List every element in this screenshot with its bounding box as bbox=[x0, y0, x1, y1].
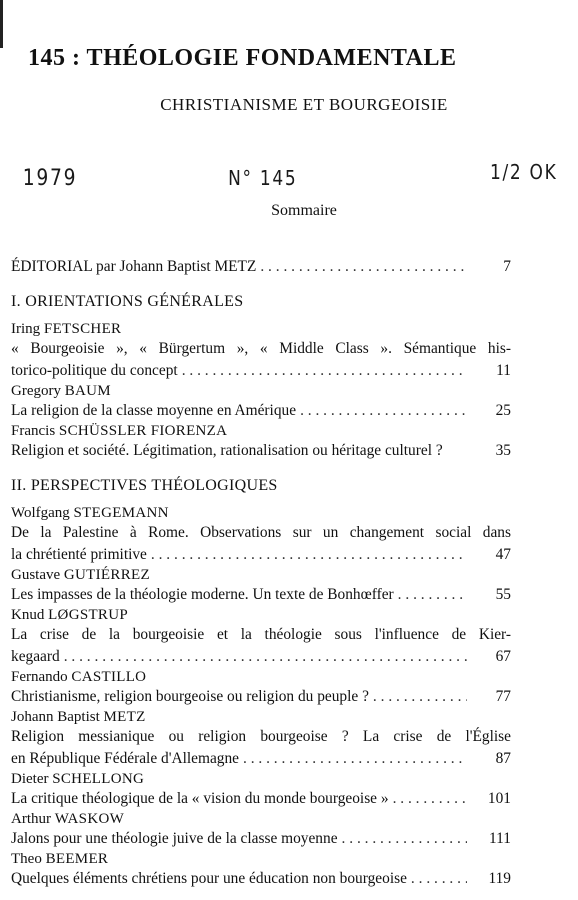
toc-title-line[interactable]: Les impasses de la théologie moderne. Un texte de Bonhœffer . . . 55 bbox=[11, 584, 511, 606]
leader-dots bbox=[151, 544, 467, 566]
page-number: 35 bbox=[495, 442, 511, 459]
issue-subtitle: CHRISTIANISME ET BOURGEOISIE bbox=[160, 95, 448, 114]
table-of-contents bbox=[11, 256, 511, 890]
page-number: 101 bbox=[487, 790, 511, 807]
toc-title-line[interactable]: Religion messianique ou religion bourgeoise ? La crise de l'Église bbox=[11, 728, 511, 745]
leader-dots bbox=[300, 400, 467, 422]
toc-author: Dieter SCHELLONG bbox=[11, 771, 145, 787]
toc-author: Fernando CASTILLO bbox=[11, 669, 147, 685]
page-number: 25 bbox=[495, 402, 511, 419]
section-heading: I. ORIENTATIONS GÉNÉRALES bbox=[11, 293, 244, 310]
toc-title-line[interactable]: la chrétienté primitive . . . 47 bbox=[11, 544, 511, 566]
toc-author: Iring FETSCHER bbox=[11, 321, 122, 337]
toc-author: Johann Baptist METZ bbox=[11, 709, 146, 725]
toc-title-line[interactable]: La crise de la bourgeoisie et la théologie sous l'influence de Kier- bbox=[11, 626, 511, 643]
toc-title-line[interactable]: Quelques éléments chrétiens pour une éducation non bourgeoise . . . 119 bbox=[11, 868, 511, 890]
toc-title-line[interactable]: De la Palestine à Rome. Observations sur un changement social dans bbox=[11, 524, 511, 541]
toc-title-line[interactable]: La religion de la classe moyenne en Amérique . . . 25 bbox=[11, 400, 511, 422]
editorial-entry[interactable] bbox=[11, 256, 511, 278]
toc-title-line[interactable]: Religion et société. Légitimation, rationalisation ou héritage culturel ? 35 bbox=[11, 440, 511, 462]
handwritten-note: 1/2 OK bbox=[489, 160, 558, 184]
toc-title-line[interactable]: torico-politique du concept . . . 11 bbox=[11, 360, 511, 382]
toc-title-line[interactable]: en République Fédérale d'Allemagne . . . 87 bbox=[11, 748, 511, 770]
leader-dots bbox=[411, 868, 467, 890]
page-number: 87 bbox=[495, 750, 511, 767]
page-number: 67 bbox=[495, 648, 511, 665]
toc-author: Theo BEEMER bbox=[11, 851, 109, 867]
leader-dots bbox=[243, 748, 467, 770]
leader-dots bbox=[64, 646, 467, 668]
leader-dots bbox=[373, 686, 467, 708]
page-number: 55 bbox=[495, 586, 511, 603]
leader-dots bbox=[398, 584, 467, 606]
page-number: 119 bbox=[488, 870, 511, 887]
leader-dots bbox=[342, 828, 467, 850]
toc-title-line[interactable]: « Bourgeoisie », « Bürgertum », « Middle Class ». Sémantique his- bbox=[11, 340, 511, 357]
leader-dots bbox=[260, 256, 467, 278]
handwritten-year: 1979 bbox=[22, 166, 78, 191]
page-number: 7 bbox=[503, 258, 511, 275]
toc-author: Arthur WASKOW bbox=[11, 811, 125, 827]
toc-title-line[interactable]: Christianisme, religion bourgeoise ou religion du peuple ? . . . 77 bbox=[11, 686, 511, 708]
leader-dots bbox=[182, 360, 467, 382]
toc-author: Gustave GUTIÉRREZ bbox=[11, 567, 150, 583]
sommaire-heading: Sommaire bbox=[271, 202, 337, 219]
page-number: 47 bbox=[495, 546, 511, 563]
page-number: 77 bbox=[495, 688, 511, 705]
toc-title-line[interactable]: kegaard . . . 67 bbox=[11, 646, 511, 668]
handwritten-number: N° 145 bbox=[228, 166, 298, 190]
scan-edge-mark bbox=[0, 0, 3, 48]
page-number: 111 bbox=[489, 830, 511, 847]
toc-author: Wolfgang STEGEMANN bbox=[11, 505, 169, 521]
toc-author: Francis SCHÜSSLER FIORENZA bbox=[11, 423, 228, 439]
leader-dots bbox=[393, 788, 467, 810]
issue-title: 145 : THÉOLOGIE FONDAMENTALE bbox=[28, 45, 457, 71]
toc-title-line[interactable]: La critique théologique de la « vision du monde bourgeoise » . . . 101 bbox=[11, 788, 511, 810]
toc-author: Gregory BAUM bbox=[11, 383, 111, 399]
editorial-text: ÉDITORIAL par Johann Baptist METZ bbox=[11, 258, 257, 275]
toc-title-line[interactable]: Jalons pour une théologie juive de la classe moyenne . . . 111 bbox=[11, 828, 511, 850]
section-heading: II. PERSPECTIVES THÉOLOGIQUES bbox=[11, 477, 278, 494]
toc-author: Knud LØGSTRUP bbox=[11, 607, 129, 623]
page-number: 11 bbox=[496, 362, 511, 379]
